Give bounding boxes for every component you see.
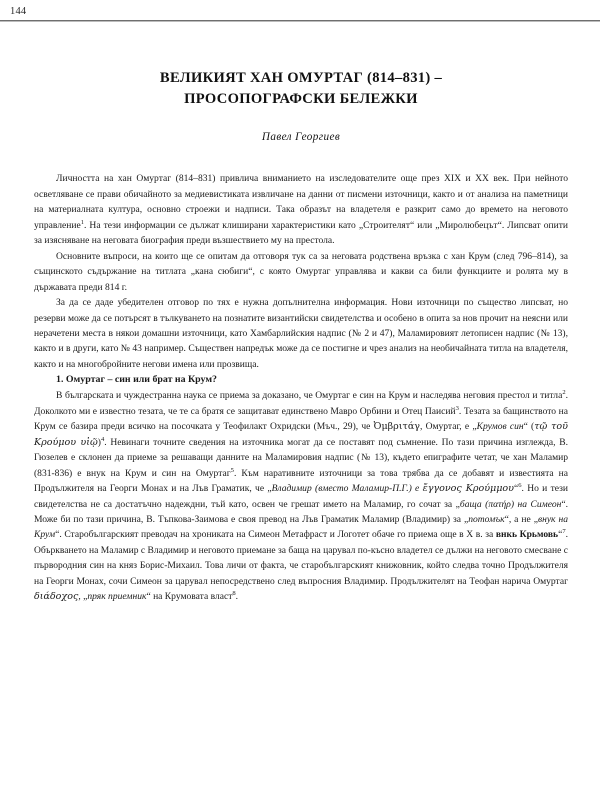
footnote-marker: 2 bbox=[562, 389, 566, 397]
body-text bbox=[34, 171, 568, 604]
footnote-marker: 7 bbox=[562, 528, 566, 536]
paragraph: Основните въпроси, на които ще се опитам да отговоря тук са за неговата родствена връзка с хан Крум (след 796–814), за същинското съдържание на титлата „кана сюбиги“, с която Омуртаг управлява и какви са били функциите и ролята му в държавата преди 814 г. bbox=[34, 250, 568, 293]
page-content bbox=[0, 68, 600, 605]
title-line-2: ПРОСОПОГРАФСКИ БЕЛЕЖКИ bbox=[184, 90, 418, 107]
header-divider bbox=[0, 20, 600, 22]
footnote-marker: 3 bbox=[455, 404, 459, 412]
page-title bbox=[34, 68, 568, 109]
title-block bbox=[34, 68, 568, 143]
paragraph: За да се даде убедителен отговор по тях е нужна допълнителна информация. Нови източници по същество липсват, но резерви може да се потърсят в тълкуването на познатите византийски свидетелства и особено в опита за нов прочит на неясни или нерачетени места в някои домашни източници, като Хамбарлийския надпис (№ 2 и 47), Маламировият летописен надпис (№ 13), както и в други, като № 43 например. Съществен напредък може да се постигне и чрез анализ на необичайната титла на владетеля, както и на многобройните негови имена или прозвища. bbox=[34, 297, 568, 370]
footnote-marker: 6 bbox=[518, 481, 522, 489]
running-head-page-number: 144 bbox=[10, 6, 27, 17]
footnote-marker: 5 bbox=[230, 466, 234, 474]
footnote-marker: 4 bbox=[100, 435, 105, 443]
footnote-marker: 1 bbox=[80, 218, 85, 226]
author-name: Павел Георгиев bbox=[261, 131, 341, 144]
paragraph: Личността на хан Омуртаг (814–831) привлича вниманието на изследователите още през XIX и XX век. При нейното осветляване се прави обичайното за медиевистиката извличане на данни от писмени източници, както и от анализа на паметници на материалната култура, основно строежи и надписи. Така образът на владетеля е разкрит само до времето на неговото управление$^1$. На тези информации се дължат клиширани характеристики като „Строителят“ или „Миролюбецът“. Липсват опити за изясняване на неговата биография преди възшествието му на престола. bbox=[34, 173, 568, 247]
title-line-1: ВЕЛИКИЯТ ХАН ОМУРТАГ (814–831) – bbox=[159, 70, 443, 86]
section-heading: 1. Омуртаг – син или брат на Крум? bbox=[56, 374, 217, 386]
footnote-marker: 8 bbox=[232, 590, 236, 598]
paragraph: В българската и чуждестранна наука се приема за доказано, че Омуртаг е син на Крум и наследява неговия престол и титла$^2$. Доколкото ми е известно тезата, че те са братя се защитават единствено Мавро Орбини и Отец Паисий$^3$. Тезата за бащинството на Крум се базира преди всичко на посочката у Теофилакт Охридски (Мъч., 29), че Ὀμβριτάγ, Омуртаг, е „Крумов син“ (τῷ τοῦ Κρούμου υἱῷ)$^4$. Невинаги точните сведения на източника могат да се поставят под съмнение. По тази причина изглежда, В. Гюзелев е склонен да приеме за решаващи данните на Маламировия надпис (№ 13), където епиграфите четат, че хан Маламир (831-836) е внук на Крум и син на Омуртаг$^5$. Към наративните източници за това трябва да се добавят и известията на Продължителя на Георги Монах и на Лъв Граматик, че „Владимир (вместо Маламир-П.Г.) е ἔγγονος Κρούμμου“$^6$. Но и тези свидетелства не са достатъчно надеждни, тъй като, освен че грешат името на Маламир, го сочат за „баща (πατήρ) на Симеон“. Може би по тази причина, В. Тъпкова-Заимова е своя превод на Лъв Граматик Маламир (Владимир) за „потомък“, а не „внук на Крум“. Старобългарският преводач на хрониката на Симеон Метафраст и Логотет обаче го приема още в X в. за внкь Крьмовь“$^7$. Объркването на Маламир с Владимир и неговото приемане за баща на царувал по-късно владетел се дължи на неговото смесване с първородния син на княз Борис-Михаил. Това личи от факта, че старобългарският книжовник, който следва точно Продължителя на Георги Монах, сочи Симеон за царувал непосредствено след въпросния Владимир. Продължителят на Теофан нарича Омуртаг διάδοχος, „пряк приемник“ на Крумовата власт$^8$. bbox=[34, 389, 568, 603]
